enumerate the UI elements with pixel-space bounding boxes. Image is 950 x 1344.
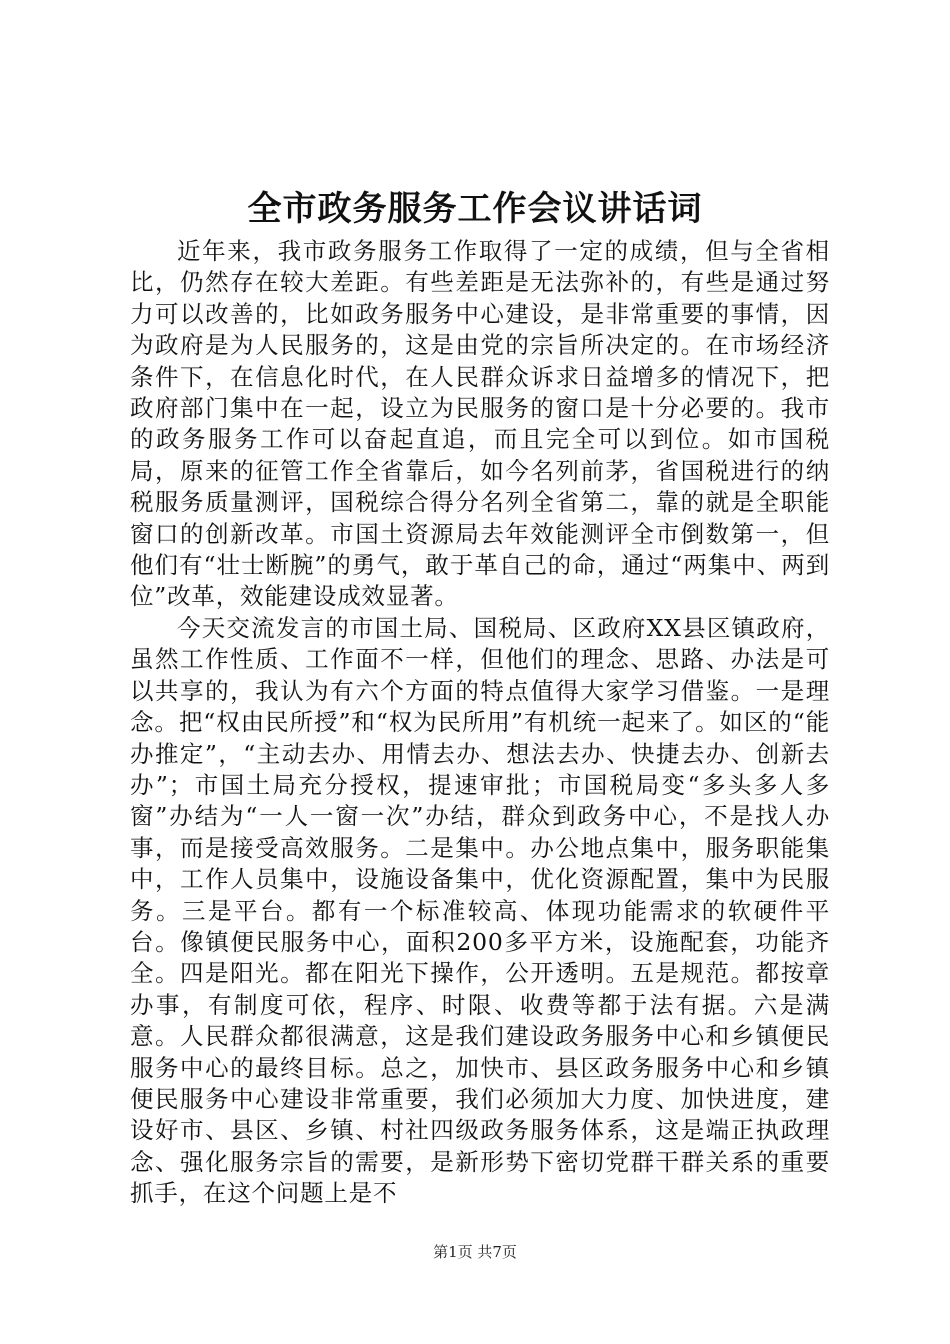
paragraph-1: 近年来，我市政务服务工作取得了一定的成绩，但与全省相比，仍然存在较大差距。有些差距是无法弥补的，有些是通过努力可以改善的，比如政务服务中心建设，是非常重要的事情，因为政府是为人民服务的，这是由党的宗旨所决定的。在市场经济条件下，在信息化时代，在人民群众诉求日益增多的情况下，把政府部门集中在一起，设立为民服务的窗口是十分必要的。我市的政务服务工作可以奋起直追，而且完全可以到位。如市国税局，原来的征管工作全省靠后，如今名列前茅，省国税进行的纳税服务质量测评，国税综合得分名列全省第二，靠的就是全职能窗口的创新改革。市国土资源局去年效能测评全市倒数第一，但他们有“壮士断腕”的勇气，敢于革自己的命，通过“两集中、两到位”改革，效能建设成效显著。 bbox=[130, 237, 830, 611]
document-body bbox=[130, 236, 830, 1210]
paragraph-2: 今天交流发言的市国土局、国税局、区政府XX县区镇政府，虽然工作性质、工作面不一样，但他们的理念、思路、办法是可以共享的，我认为有六个方面的特点值得大家学习借鉴。一是理念。把“权由民所授”和“权为民所用”有机统一起来了。如区的“能办推定”，“主动去办、用情去办、想法去办、快捷去办、创新去办”；市国土局充分授权，提速审批；市国税局变“多头多人多窗”办结为“一人一窗一次”办结，群众到政务中心，不是找人办事，而是接受高效服务。二是集中。办公地点集中，服务职能集中，工作人员集中，设施设备集中，优化资源配置，集中为民服务。三是平台。都有一个标准较高、体现功能需求的软硬件平台。像镇便民服务中心，面积200多平方米，设施配套，功能齐全。四是阳光。都在阳光下操作，公开透明。五是规范。都按章办事，有制度可依，程序、时限、收费等都于法有据。六是满意。人民群众都很满意，这是我们建设政务服务中心和乡镇便民服务中心的最终目标。总之，加快市、县区政务服务中心和乡镇便民服务中心建设非常重要，我们必须加大力度、加快进度，建设好市、县区、乡镇、村社四级政务服务体系，这是端正执政理念、强化服务宗旨的需要，是新形势下密切党群干群关系的重要抓手，在这个问题上是不 bbox=[130, 613, 830, 1208]
document-title: 全市政务服务工作会议讲话词 bbox=[247, 189, 703, 229]
page-number-footer: 第1页 共7页 bbox=[433, 1243, 517, 1261]
